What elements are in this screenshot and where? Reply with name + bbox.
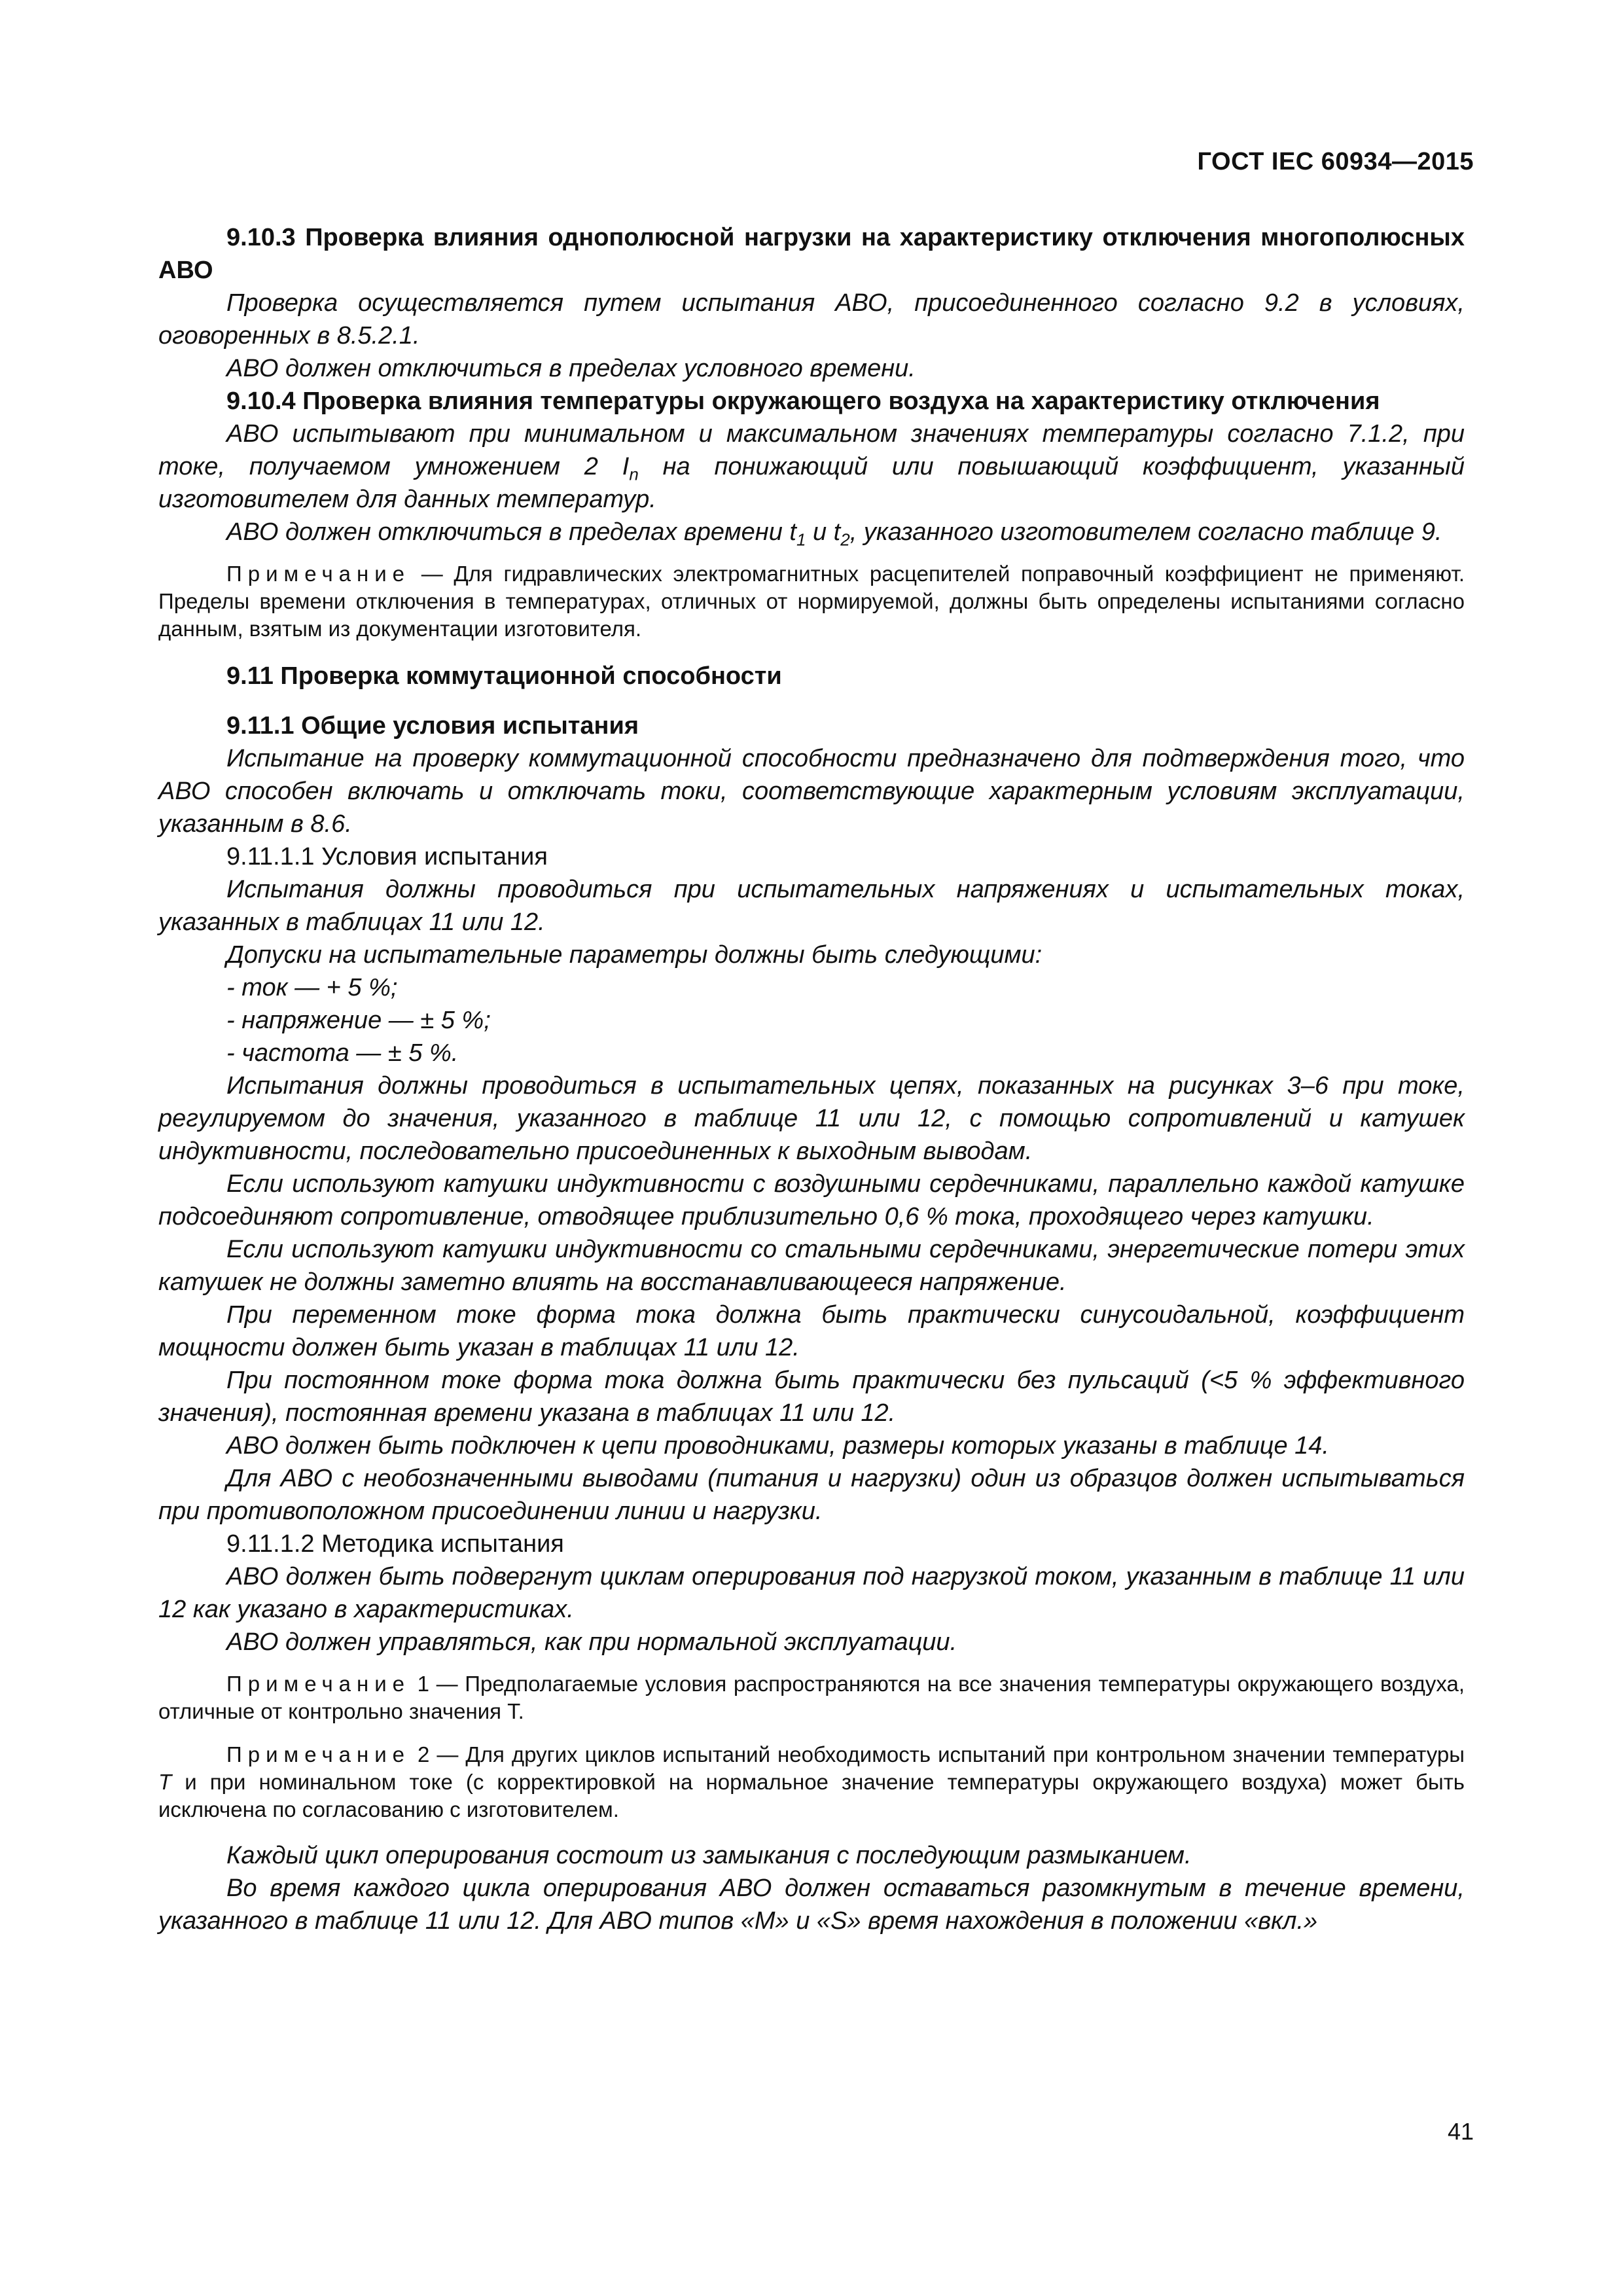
list-item: - частота — ± 5 %.	[226, 1039, 459, 1067]
paragraph-test-conditions-2: Допуски на испытательные параметры должны быть следующими:	[226, 941, 1043, 969]
paragraph-test-method-2: АВО должен управляться, как при нормальной эксплуатации.	[226, 1628, 957, 1656]
heading-9-11-1-1: 9.11.1.1 Условия испытания	[226, 843, 548, 870]
paragraph-9-11-1-1: Испытание на проверку коммутационной способности предназначено для подтверждения того, что АВО способен включать и отключать токи, соответствующие характерным условиям эксплуатации, указанным в 8.6.	[158, 745, 1465, 838]
paragraph-9-10-3-1: Проверка осуществляется путем испытания АВО, присоединенного согласно 9.2 в условиях, оговоренных в 8.5.2.1.	[158, 289, 1465, 350]
note-label: Примечание	[226, 562, 411, 586]
note-1	[158, 1670, 1465, 1725]
time-symbol-1: t	[789, 518, 796, 546]
text-segment: на понижающий или повышающий коэффициент, указанный изготовителем для данных температур.	[158, 453, 1465, 513]
note-2	[158, 1741, 1465, 1823]
paragraph-9-10-4-2	[158, 516, 1465, 548]
heading-9-11-1-2: 9.11.1.2 Методика испытания	[226, 1530, 564, 1558]
paragraph-test-method-4: Во время каждого цикла оперирования АВО должен оставаться разомкнутым в течение времени, указанного в таблице 11 или 12. Для АВО типов «М» и «S» время нахождения в положении «вкл.»	[158, 1874, 1465, 1935]
paragraph-test-conditions-5: Если используют катушки индуктивности со стальными сердечниками, энергетические потери этих катушек не должны заметно влиять на восстанавливающееся напряжение.	[158, 1236, 1465, 1296]
text-segment: АВО испытывают при минимальном и максимальном значениях температуры согласно 7.1.2, при токе, получаемом умножением 2	[158, 420, 1465, 480]
current-symbol: I	[622, 453, 630, 480]
paragraph-test-conditions-4: Если используют катушки индуктивности с воздушными сердечниками, параллельно каждой катушке подсоединяют сопротивление, отводящее приблизительно 0,6 % тока, проходящего через катушки.	[158, 1170, 1465, 1230]
heading-9-11-1: 9.11.1 Общие условия испытания	[226, 712, 639, 740]
tolerance-list	[158, 971, 1465, 1069]
time-symbol-2: t	[833, 518, 841, 546]
paragraph-9-10-4-1	[158, 418, 1465, 516]
paragraph-test-method-3: Каждый цикл оперирования состоит из замыкания с последующим размыканием.	[226, 1842, 1192, 1869]
paragraph-test-conditions-6: При переменном токе форма тока должна быть практически синусоидальной, коэффициент мощности должен быть указан в таблицах 11 или 12.	[158, 1301, 1465, 1361]
paragraph-test-conditions-9: Для АВО с необозначенными выводами (питания и нагрузки) один из образцов должен испытываться при противоположном присоединении линии и нагрузки.	[158, 1465, 1465, 1525]
page-content	[158, 221, 1465, 1937]
paragraph-test-conditions-7: При постоянном токе форма тока должна быть практически без пульсаций (<5 % эффективного значения), постоянная времени указана в таблицах 11 или 12.	[158, 1367, 1465, 1427]
note-text: 1 — Предполагаемые условия распространяются на все значения температуры окружающего воздуха, отличные от контрольно значения Т.	[158, 1672, 1465, 1723]
temperature-symbol: T	[158, 1770, 172, 1794]
text-segment: АВО должен отключиться в пределах времени	[226, 518, 790, 546]
time-subscript-2: 2	[840, 529, 850, 550]
note-text: и при номинальном токе (с корректировкой на нормальное значение температуры окружающего воздуха) может быть исключена по согласованию с изготовителем.	[158, 1770, 1465, 1821]
paragraph-9-10-3-2: АВО должен отключиться в пределах условного времени.	[226, 355, 916, 382]
paragraph-test-conditions-1: Испытания должны проводиться при испытательных напряжениях и испытательных токах, указанных в таблицах 11 или 12.	[158, 876, 1465, 936]
heading-9-11: 9.11 Проверка коммутационной способности	[226, 662, 782, 690]
paragraph-test-conditions-8: АВО должен быть подключен к цепи проводниками, размеры которых указаны в таблице 14.	[226, 1432, 1329, 1460]
list-item: - ток — + 5 %;	[226, 974, 398, 1001]
page-number: 41	[1447, 2118, 1474, 2145]
text-segment: и	[806, 518, 834, 546]
standard-designation: ГОСТ IEC 60934—2015	[1197, 148, 1474, 175]
note-label: Примечание	[226, 1742, 411, 1767]
text-segment: , указанного изготовителем согласно таблице 9.	[849, 518, 1442, 546]
list-item: - напряжение — ± 5 %;	[226, 1007, 491, 1034]
note-text: — Для гидравлических электромагнитных расцепителей поправочный коэффициент не применяют. Пределы времени отключения в температурах, отличных от нормируемой, должны быть определены испытаниями согласно данным, взятым из документации изготовителя.	[158, 562, 1465, 641]
current-subscript: n	[629, 464, 639, 484]
paragraph-test-method-1: АВО должен быть подвергнут циклам оперирования под нагрузкой током, указанным в таблице 11 или 12 как указано в характеристиках.	[158, 1563, 1465, 1623]
heading-9-10-3: 9.10.3 Проверка влияния однополюсной нагрузки на характеристику отключения многополюсных АВО	[158, 224, 1465, 284]
note-text: 2 — Для других циклов испытаний необходимость испытаний при контрольном значении температуры	[410, 1742, 1465, 1767]
paragraph-test-conditions-3: Испытания должны проводиться в испытательных цепях, показанных на рисунках 3–6 при токе, регулируемом до значения, указанного в таблице 11 или 12, с помощью сопротивлений и катушек индуктивности, последовательно присоединенных к выходным выводам.	[158, 1072, 1465, 1165]
heading-9-10-4: 9.10.4 Проверка влияния температуры окружающего воздуха на характеристику отключения	[226, 387, 1380, 415]
note-label: Примечание	[226, 1672, 411, 1696]
note-9-10-4	[158, 560, 1465, 643]
time-subscript-1: 1	[796, 529, 806, 550]
